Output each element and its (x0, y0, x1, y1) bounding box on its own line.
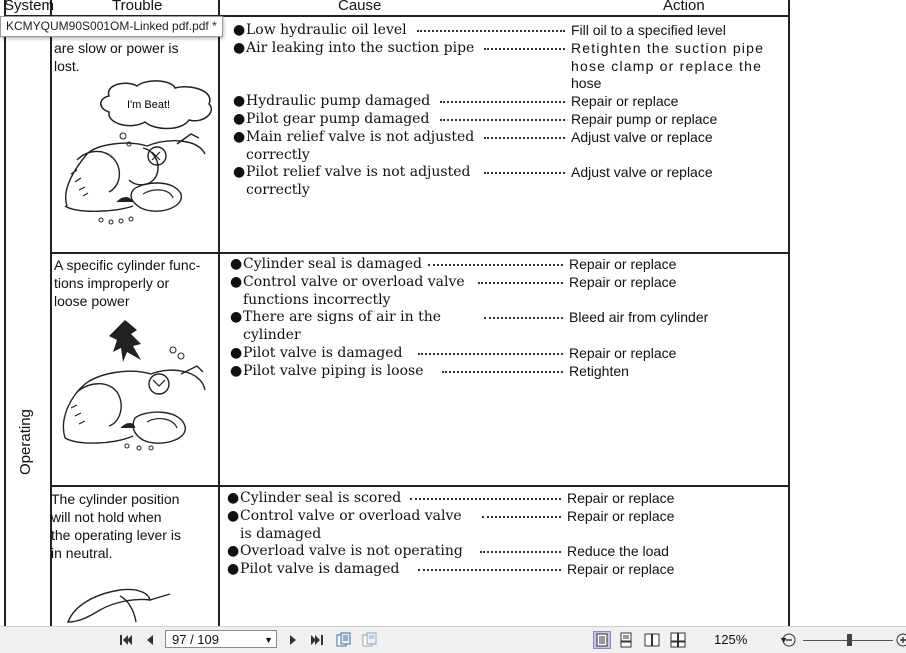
bullet-icon: ● (230, 345, 243, 361)
leader-dots (478, 282, 563, 284)
trouble-text-2: A specific cylinder func- tions improperly or loose power (54, 257, 201, 309)
leader-dots (480, 551, 561, 553)
cause-text: Air leaking into the suction pipe (246, 40, 475, 56)
leader-dots (484, 48, 565, 50)
bullet-icon: ● (233, 129, 246, 145)
action-text: Repair or replace (571, 93, 679, 109)
action-text: Retighten (569, 363, 629, 379)
speech-bubble-text: I'm Beat! (127, 99, 171, 111)
leader-dots (484, 317, 563, 319)
bullet-icon: ● (230, 256, 243, 272)
zoom-in-icon[interactable] (894, 631, 906, 649)
cause-action-row (233, 111, 780, 129)
bullet-icon: ● (227, 561, 240, 577)
document-tab-tooltip: KCMYQUM90S001OM-Linked pdf.pdf * (0, 16, 223, 37)
leader-dots (417, 30, 565, 32)
cause-action-row (227, 543, 780, 561)
cause-text: Pilot valve piping is loose (243, 363, 424, 379)
action-text: Repair or replace (569, 345, 677, 361)
bullet-icon: ● (233, 93, 246, 109)
bullet-icon: ● (230, 363, 243, 379)
cause-action-row (230, 274, 780, 309)
cause-text: Overload valve is not operating (240, 543, 463, 559)
cause-text: correctly (246, 146, 310, 163)
header-cause: Cause (338, 0, 382, 14)
bullet-icon: ● (233, 22, 246, 38)
cause-text: Cylinder seal is damaged (243, 256, 422, 272)
trouble-text-3: The cylinder position will not hold when the operating lever is in neutral. (51, 491, 181, 561)
tired-operator-illustration (57, 78, 217, 228)
bullet-icon: ● (227, 543, 240, 559)
cause-text: Hydraulic pump damaged (246, 93, 431, 109)
zoom-level-field[interactable]: 125% ▼ (704, 630, 790, 648)
bullet-icon: ● (233, 40, 246, 56)
table-border-right (788, 0, 790, 626)
pdf-viewer-toolbar (0, 626, 906, 653)
leader-dots (442, 371, 563, 373)
cause-action-row (230, 256, 780, 274)
cause-action-row (230, 309, 780, 344)
header-trouble: Trouble (112, 0, 163, 14)
cause-text: correctly (246, 181, 310, 198)
next-page-icon[interactable] (284, 631, 302, 649)
action-text: Repair or replace (567, 561, 675, 577)
action-text: Repair pump or replace (571, 111, 718, 127)
cause-text: Cylinder seal is scored (240, 490, 402, 506)
zoom-slider-thumb[interactable] (847, 634, 852, 646)
action-text: Bleed air from cylinder (569, 309, 709, 325)
action-text: hose clamp or replace the (571, 57, 763, 74)
first-page-icon[interactable] (117, 631, 135, 649)
last-page-icon[interactable] (308, 631, 326, 649)
cause-action-row (233, 129, 780, 164)
fit-width-icon[interactable] (360, 631, 378, 649)
bullet-icon: ● (230, 274, 243, 290)
zoom-out-icon[interactable] (780, 631, 798, 649)
cause-action-row (227, 490, 780, 508)
fit-page-icon[interactable] (334, 631, 352, 649)
trouble-text-1: are slow or power is lost. (54, 40, 179, 74)
cause-text: Control valve or overload valve (240, 508, 462, 524)
header-action: Action (663, 0, 705, 14)
action-text: Adjust valve or replace (571, 129, 713, 145)
action-text: hose (571, 75, 602, 92)
system-label: Operating (17, 409, 34, 475)
section-divider-2 (50, 485, 790, 487)
cause-text: functions incorrectly (243, 291, 391, 308)
header-system: System (4, 0, 55, 14)
action-text: Retighten the suction pipe (571, 40, 765, 56)
prev-page-icon[interactable] (141, 631, 159, 649)
bullet-icon: ● (233, 164, 246, 180)
cause-action-row (230, 345, 780, 363)
action-text: Repair or replace (569, 274, 677, 290)
leader-dots (418, 569, 561, 571)
leader-dots (484, 172, 565, 174)
action-text: Reduce the load (567, 543, 669, 559)
bullet-icon: ● (233, 111, 246, 127)
bullet-icon: ● (230, 309, 243, 325)
bullet-icon: ● (227, 490, 240, 506)
cause-action-row (227, 561, 780, 579)
cause-text: Main relief valve is not adjusted (246, 129, 475, 145)
section-divider-1 (50, 252, 790, 254)
leader-dots (482, 516, 561, 518)
cause-action-row (233, 22, 780, 40)
cause-action-row (230, 363, 780, 381)
page-dropdown-caret-icon[interactable]: ▼ (264, 635, 273, 645)
leader-dots (440, 101, 565, 103)
two-page-view-icon[interactable] (643, 631, 661, 649)
leader-dots (440, 119, 565, 121)
cause-text: Pilot relief valve is not adjusted (246, 164, 471, 180)
cause-action-row (233, 164, 780, 199)
action-text: Repair or replace (569, 256, 677, 272)
action-text: Adjust valve or replace (571, 164, 713, 180)
cause-action-row (233, 40, 780, 93)
leader-dots (428, 264, 563, 266)
cause-text: Pilot valve is damaged (243, 345, 403, 361)
frustrated-operator-illustration (55, 318, 215, 458)
cause-text: There are signs of air in the (243, 309, 442, 325)
cause-text: Low hydraulic oil level (246, 22, 407, 38)
bullet-icon: ● (227, 508, 240, 524)
cause-text: Pilot gear pump damaged (246, 111, 430, 127)
two-page-continuous-icon[interactable] (669, 631, 687, 649)
leader-dots (484, 137, 565, 139)
cause-text: is damaged (240, 525, 322, 542)
continuous-view-icon[interactable] (617, 631, 635, 649)
cause-action-row (227, 508, 780, 543)
table-border-left (4, 0, 6, 626)
single-page-view-icon[interactable] (593, 631, 611, 649)
action-text: Repair or replace (567, 490, 675, 506)
cause-text: Pilot valve is damaged (240, 561, 400, 577)
zoom-dropdown-caret-icon[interactable]: ▼ (779, 635, 788, 645)
leader-dots (418, 353, 563, 355)
page-number-field[interactable]: 97 / 109 ▼ (165, 630, 277, 648)
leader-dots (410, 498, 561, 500)
lever-illustration (64, 586, 184, 626)
cause-text: cylinder (243, 326, 301, 343)
cause-text: Control valve or overload valve (243, 274, 465, 290)
action-text: Fill oil to a specified level (571, 22, 726, 38)
cause-action-row (233, 93, 780, 111)
action-text: Repair or replace (567, 508, 675, 524)
